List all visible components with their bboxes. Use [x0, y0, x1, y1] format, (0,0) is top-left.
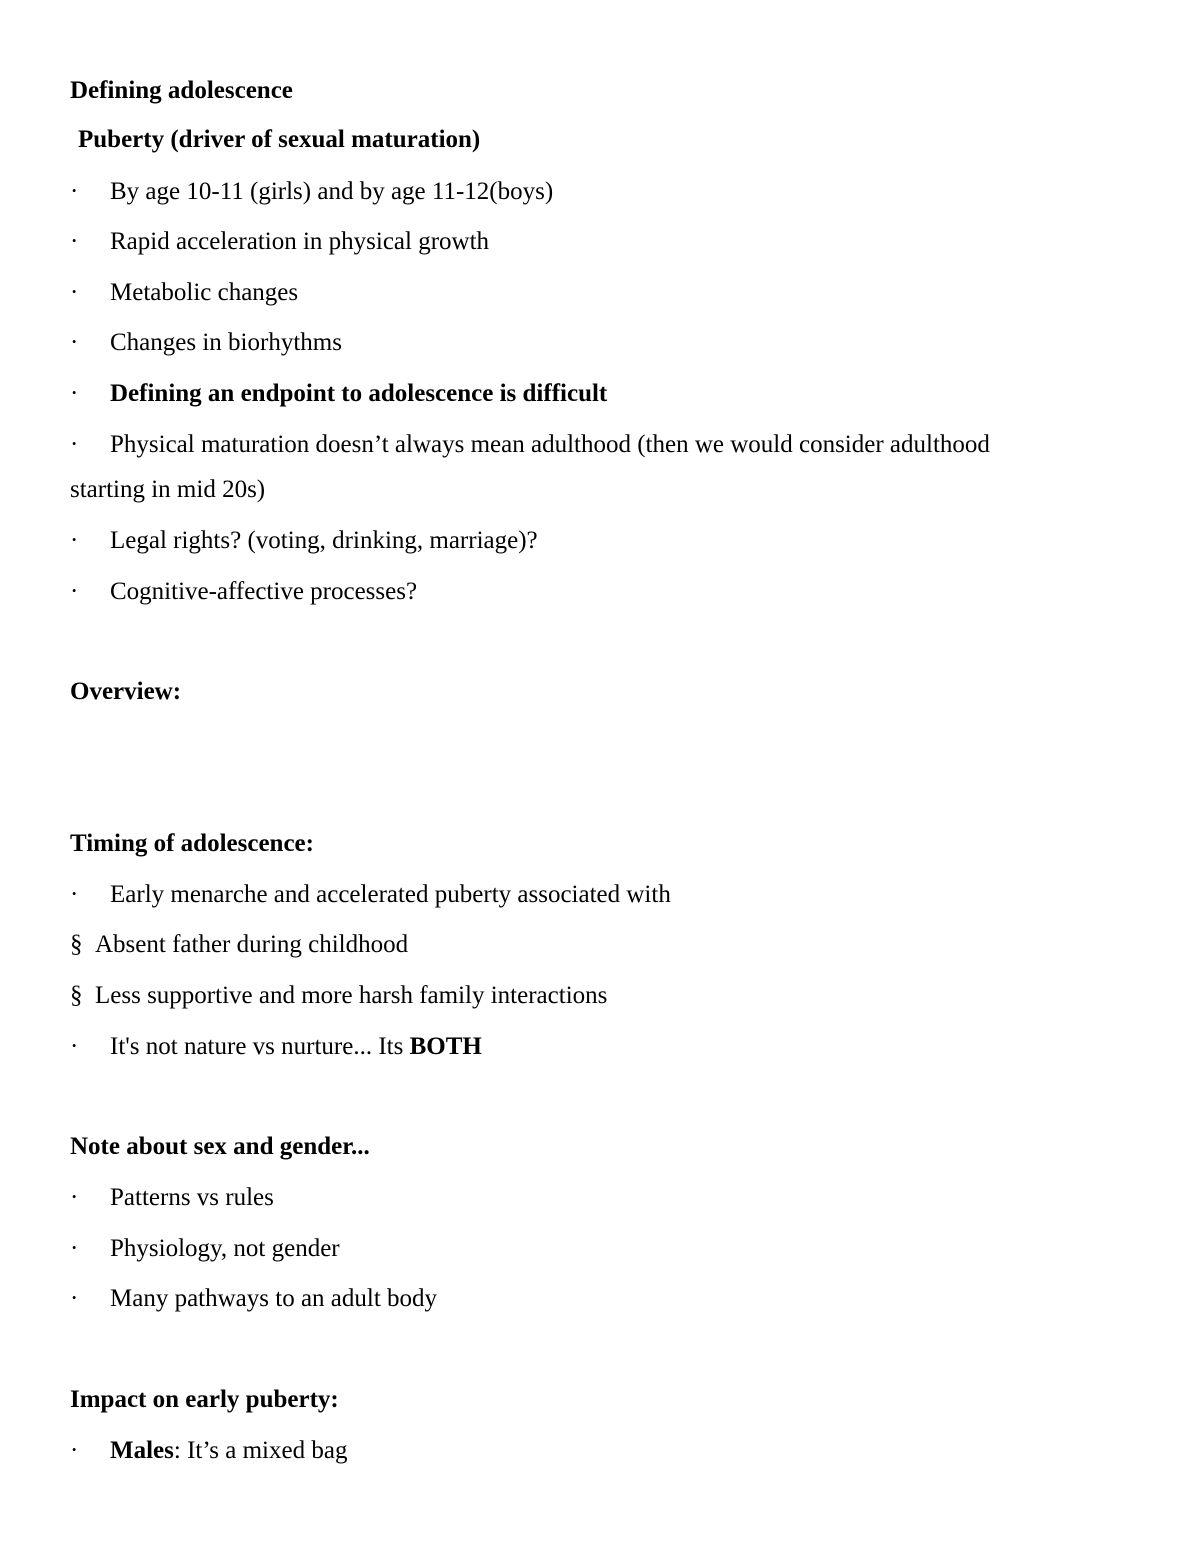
bullet-marker: ·	[70, 380, 79, 407]
sub-list-item: Less supportive and more harsh family interactions	[95, 982, 608, 1009]
subheading-puberty: Puberty (driver of sexual maturation)	[78, 126, 481, 153]
bullet-marker: ·	[70, 228, 79, 255]
bullet-marker: ·	[70, 329, 79, 356]
heading-impact: Impact on early puberty:	[70, 1386, 339, 1413]
bullet-marker: ·	[70, 431, 79, 458]
list-item-text: : It’s a mixed bag	[173, 1437, 348, 1464]
list-item-continuation: starting in mid 20s)	[70, 476, 266, 503]
bullet-marker: ·	[70, 527, 79, 554]
bullet-marker: ·	[70, 178, 79, 205]
list-item: Defining an endpoint to adolescence is difficult	[110, 380, 608, 407]
list-item: Physical maturation doesn’t always mean adulthood (then we would consider adulthood	[110, 431, 990, 458]
section-marker: §	[70, 982, 83, 1009]
bullet-marker: ·	[70, 881, 79, 908]
bullet-marker: ·	[70, 1184, 79, 1211]
emphasis-both: BOTH	[409, 1033, 482, 1060]
list-item: Cognitive-affective processes?	[110, 578, 418, 605]
list-item: Metabolic changes	[110, 279, 299, 306]
list-item: Physiology, not gender	[110, 1235, 340, 1262]
label-males: Males	[110, 1437, 174, 1464]
list-item: Rapid acceleration in physical growth	[110, 228, 490, 255]
list-item: Changes in biorhythms	[110, 329, 342, 356]
list-item-males	[110, 1436, 347, 1466]
list-item: Patterns vs rules	[110, 1184, 274, 1211]
heading-sex-gender: Note about sex and gender...	[70, 1133, 370, 1160]
bullet-marker: ·	[70, 1285, 79, 1312]
heading-timing: Timing of adolescence:	[70, 830, 314, 857]
bullet-marker: ·	[70, 578, 79, 605]
list-item-text: It's not nature vs nurture... Its	[110, 1033, 410, 1060]
list-item: By age 10-11 (girls) and by age 11-12(boys)	[110, 178, 554, 205]
heading-overview: Overview:	[70, 678, 182, 705]
section-marker: §	[70, 931, 83, 958]
bullet-marker: ·	[70, 279, 79, 306]
bullet-marker: ·	[70, 1437, 79, 1464]
list-item: Many pathways to an adult body	[110, 1285, 438, 1312]
sub-list-item: Absent father during childhood	[95, 931, 409, 958]
bullet-marker: ·	[70, 1235, 79, 1262]
list-item-nature-nurture	[110, 1032, 482, 1062]
list-item: Legal rights? (voting, drinking, marriage)?	[110, 527, 538, 554]
list-item: Early menarche and accelerated puberty associated with	[110, 881, 671, 908]
bullet-marker: ·	[70, 1033, 79, 1060]
heading-defining-adolescence: Defining adolescence	[70, 77, 293, 104]
